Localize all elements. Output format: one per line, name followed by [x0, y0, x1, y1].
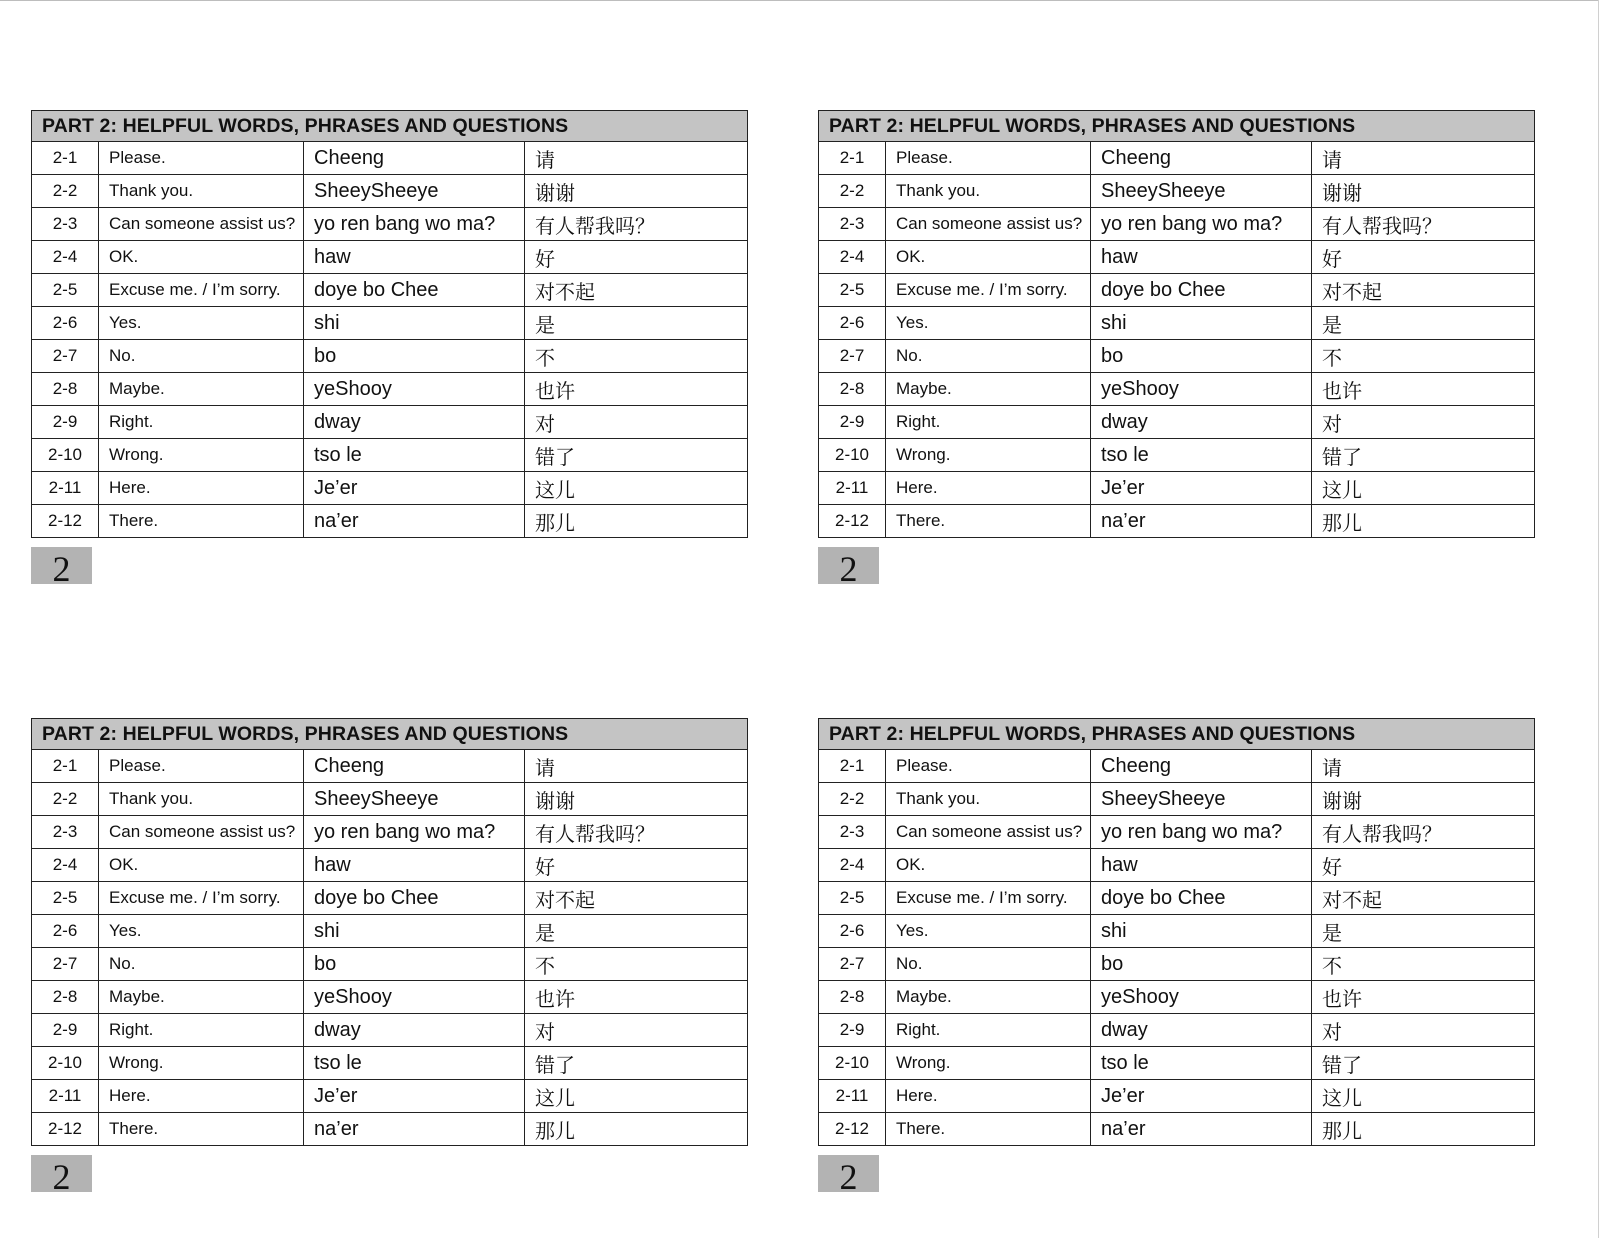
english-phrase: Excuse me. / I’m sorry.	[99, 882, 304, 915]
english-phrase: Excuse me. / I’m sorry.	[886, 882, 1091, 915]
chinese-characters: 请	[1312, 142, 1535, 175]
chinese-characters: 对	[525, 1014, 748, 1047]
pronunciation: shi	[304, 915, 525, 948]
english-phrase: Can someone assist us?	[99, 208, 304, 241]
pronunciation: bo	[1091, 340, 1312, 373]
english-phrase: There.	[886, 505, 1091, 538]
table-row	[819, 1047, 1535, 1080]
phrase-number: 2-1	[819, 750, 886, 783]
phrase-number: 2-10	[32, 439, 99, 472]
table-title: PART 2: HELPFUL WORDS, PHRASES AND QUESTIONS	[819, 111, 1535, 142]
chinese-characters: 对不起	[1312, 882, 1535, 915]
phrase-number: 2-6	[819, 307, 886, 340]
chinese-characters: 错了	[1312, 1047, 1535, 1080]
pronunciation: SheeySheeye	[304, 783, 525, 816]
phrase-number: 2-1	[32, 750, 99, 783]
chinese-characters: 是	[525, 307, 748, 340]
table-title: PART 2: HELPFUL WORDS, PHRASES AND QUESTIONS	[32, 111, 748, 142]
pronunciation: doye bo Chee	[304, 882, 525, 915]
english-phrase: No.	[99, 340, 304, 373]
phrase-number: 2-12	[32, 505, 99, 538]
page-number-tab: 2	[818, 1155, 879, 1192]
chinese-characters: 那儿	[525, 1113, 748, 1146]
phrase-number: 2-3	[819, 208, 886, 241]
english-phrase: Please.	[99, 750, 304, 783]
chinese-characters: 是	[1312, 915, 1535, 948]
chinese-characters: 这儿	[525, 1080, 748, 1113]
pronunciation: Cheeng	[304, 750, 525, 783]
english-phrase: Here.	[99, 472, 304, 505]
phrase-number: 2-12	[819, 1113, 886, 1146]
table-header-row	[32, 719, 748, 750]
table-row	[819, 175, 1535, 208]
chinese-characters: 也许	[525, 373, 748, 406]
chinese-characters: 对不起	[1312, 274, 1535, 307]
phrase-number: 2-5	[819, 274, 886, 307]
english-phrase: Right.	[99, 406, 304, 439]
phrase-card	[818, 718, 1535, 1197]
table-row	[819, 439, 1535, 472]
pronunciation: yeShooy	[304, 373, 525, 406]
pronunciation: na’er	[304, 1113, 525, 1146]
phrase-number: 2-2	[819, 783, 886, 816]
phrase-number: 2-11	[32, 1080, 99, 1113]
chinese-characters: 也许	[1312, 981, 1535, 1014]
pronunciation: bo	[304, 948, 525, 981]
pronunciation: haw	[1091, 241, 1312, 274]
english-phrase: There.	[99, 1113, 304, 1146]
english-phrase: There.	[99, 505, 304, 538]
table-row	[32, 816, 748, 849]
pronunciation: tso le	[304, 439, 525, 472]
chinese-characters: 有人帮我吗？	[1312, 816, 1535, 849]
pronunciation: doye bo Chee	[304, 274, 525, 307]
english-phrase: Please.	[886, 142, 1091, 175]
phrase-number: 2-2	[819, 175, 886, 208]
pronunciation: SheeySheeye	[1091, 783, 1312, 816]
english-phrase: Thank you.	[99, 175, 304, 208]
chinese-characters: 那儿	[525, 505, 748, 538]
chinese-characters: 有人帮我吗？	[525, 816, 748, 849]
page-number-tab: 2	[31, 1155, 92, 1192]
page-top-rule	[0, 0, 1599, 1]
pronunciation: tso le	[304, 1047, 525, 1080]
page-number-tab: 2	[31, 547, 92, 584]
english-phrase: Here.	[99, 1080, 304, 1113]
english-phrase: Thank you.	[99, 783, 304, 816]
english-phrase: Maybe.	[886, 373, 1091, 406]
table-row	[819, 241, 1535, 274]
phrase-number: 2-3	[32, 816, 99, 849]
table-row	[819, 472, 1535, 505]
table-row	[32, 783, 748, 816]
english-phrase: Please.	[886, 750, 1091, 783]
phrase-number: 2-8	[32, 981, 99, 1014]
english-phrase: Yes.	[99, 915, 304, 948]
chinese-characters: 请	[1312, 750, 1535, 783]
pronunciation: shi	[1091, 307, 1312, 340]
chinese-characters: 对	[525, 406, 748, 439]
english-phrase: Thank you.	[886, 175, 1091, 208]
pronunciation: haw	[304, 241, 525, 274]
table-row	[819, 750, 1535, 783]
table-title: PART 2: HELPFUL WORDS, PHRASES AND QUESTIONS	[32, 719, 748, 750]
pronunciation: na’er	[304, 505, 525, 538]
table-row	[32, 340, 748, 373]
phrase-table	[818, 718, 1535, 1146]
chinese-characters: 这儿	[1312, 1080, 1535, 1113]
pronunciation: yo ren bang wo ma?	[304, 208, 525, 241]
pronunciation: shi	[1091, 915, 1312, 948]
chinese-characters: 不	[525, 340, 748, 373]
chinese-characters: 也许	[525, 981, 748, 1014]
table-row	[819, 882, 1535, 915]
chinese-characters: 是	[1312, 307, 1535, 340]
pronunciation: tso le	[1091, 439, 1312, 472]
table-header-row	[819, 719, 1535, 750]
phrase-number: 2-3	[32, 208, 99, 241]
english-phrase: Can someone assist us?	[99, 816, 304, 849]
phrase-card	[818, 110, 1535, 589]
phrase-number: 2-4	[32, 849, 99, 882]
english-phrase: No.	[886, 948, 1091, 981]
phrase-table	[31, 110, 748, 538]
pronunciation: na’er	[1091, 1113, 1312, 1146]
pronunciation: Je’er	[1091, 1080, 1312, 1113]
pronunciation: haw	[1091, 849, 1312, 882]
chinese-characters: 谢谢	[525, 783, 748, 816]
phrase-number: 2-12	[819, 505, 886, 538]
table-row	[819, 406, 1535, 439]
phrase-number: 2-7	[819, 948, 886, 981]
table-row	[32, 981, 748, 1014]
english-phrase: OK.	[886, 849, 1091, 882]
english-phrase: Thank you.	[886, 783, 1091, 816]
chinese-characters: 有人帮我吗？	[525, 208, 748, 241]
table-row	[32, 307, 748, 340]
table-row	[32, 373, 748, 406]
english-phrase: Right.	[886, 406, 1091, 439]
english-phrase: Yes.	[886, 915, 1091, 948]
table-row	[819, 142, 1535, 175]
pronunciation: doye bo Chee	[1091, 882, 1312, 915]
english-phrase: Wrong.	[886, 1047, 1091, 1080]
table-row	[819, 307, 1535, 340]
table-row	[819, 505, 1535, 538]
table-row	[819, 1113, 1535, 1146]
phrase-number: 2-8	[819, 981, 886, 1014]
phrase-card	[31, 110, 748, 589]
table-row	[32, 241, 748, 274]
english-phrase: OK.	[886, 241, 1091, 274]
chinese-characters: 好	[1312, 241, 1535, 274]
pronunciation: SheeySheeye	[304, 175, 525, 208]
table-row	[819, 1080, 1535, 1113]
phrase-number: 2-11	[819, 1080, 886, 1113]
chinese-characters: 错了	[525, 439, 748, 472]
pronunciation: Je’er	[304, 1080, 525, 1113]
phrase-number: 2-6	[32, 915, 99, 948]
table-row	[32, 882, 748, 915]
english-phrase: Here.	[886, 472, 1091, 505]
pronunciation: yo ren bang wo ma?	[1091, 816, 1312, 849]
table-row	[819, 274, 1535, 307]
table-row	[819, 981, 1535, 1014]
phrase-number: 2-9	[32, 1014, 99, 1047]
phrase-number: 2-8	[819, 373, 886, 406]
phrase-number: 2-7	[32, 340, 99, 373]
pronunciation: yo ren bang wo ma?	[1091, 208, 1312, 241]
table-row	[32, 750, 748, 783]
english-phrase: Can someone assist us?	[886, 208, 1091, 241]
english-phrase: Wrong.	[99, 439, 304, 472]
phrase-number: 2-2	[32, 175, 99, 208]
chinese-characters: 对不起	[525, 274, 748, 307]
phrase-number: 2-10	[819, 439, 886, 472]
table-row	[819, 948, 1535, 981]
pronunciation: yo ren bang wo ma?	[304, 816, 525, 849]
table-row	[32, 505, 748, 538]
chinese-characters: 那儿	[1312, 505, 1535, 538]
pronunciation: bo	[304, 340, 525, 373]
pronunciation: Cheeng	[1091, 750, 1312, 783]
phrase-number: 2-4	[819, 849, 886, 882]
english-phrase: Right.	[886, 1014, 1091, 1047]
pronunciation: yeShooy	[1091, 373, 1312, 406]
phrase-number: 2-7	[819, 340, 886, 373]
phrase-number: 2-1	[819, 142, 886, 175]
pronunciation: tso le	[1091, 1047, 1312, 1080]
table-row	[819, 340, 1535, 373]
phrase-number: 2-11	[819, 472, 886, 505]
english-phrase: Wrong.	[886, 439, 1091, 472]
table-row	[32, 1047, 748, 1080]
english-phrase: Can someone assist us?	[886, 816, 1091, 849]
table-row	[32, 175, 748, 208]
pronunciation: dway	[304, 1014, 525, 1047]
english-phrase: Excuse me. / I’m sorry.	[886, 274, 1091, 307]
phrase-number: 2-7	[32, 948, 99, 981]
phrase-number: 2-10	[819, 1047, 886, 1080]
pronunciation: dway	[304, 406, 525, 439]
phrase-number: 2-9	[819, 406, 886, 439]
chinese-characters: 这儿	[525, 472, 748, 505]
phrase-table	[818, 110, 1535, 538]
phrase-number: 2-2	[32, 783, 99, 816]
pronunciation: dway	[1091, 1014, 1312, 1047]
chinese-characters: 是	[525, 915, 748, 948]
table-row	[819, 816, 1535, 849]
pronunciation: bo	[1091, 948, 1312, 981]
english-phrase: Maybe.	[99, 981, 304, 1014]
pronunciation: Cheeng	[1091, 142, 1312, 175]
page-number-tab: 2	[818, 547, 879, 584]
pronunciation: Je’er	[304, 472, 525, 505]
pronunciation: Cheeng	[304, 142, 525, 175]
table-row	[32, 274, 748, 307]
table-row	[32, 915, 748, 948]
table-row	[32, 849, 748, 882]
phrase-number: 2-4	[819, 241, 886, 274]
chinese-characters: 请	[525, 750, 748, 783]
phrase-number: 2-5	[819, 882, 886, 915]
chinese-characters: 那儿	[1312, 1113, 1535, 1146]
pronunciation: dway	[1091, 406, 1312, 439]
english-phrase: OK.	[99, 849, 304, 882]
table-row	[32, 439, 748, 472]
chinese-characters: 谢谢	[525, 175, 748, 208]
phrase-number: 2-6	[32, 307, 99, 340]
english-phrase: Wrong.	[99, 1047, 304, 1080]
pronunciation: shi	[304, 307, 525, 340]
chinese-characters: 不	[1312, 340, 1535, 373]
chinese-characters: 有人帮我吗？	[1312, 208, 1535, 241]
phrase-number: 2-5	[32, 274, 99, 307]
pronunciation: haw	[304, 849, 525, 882]
phrase-number: 2-11	[32, 472, 99, 505]
english-phrase: Yes.	[886, 307, 1091, 340]
chinese-characters: 这儿	[1312, 472, 1535, 505]
chinese-characters: 好	[1312, 849, 1535, 882]
table-row	[32, 1014, 748, 1047]
phrase-card	[31, 718, 748, 1197]
chinese-characters: 好	[525, 849, 748, 882]
phrase-number: 2-1	[32, 142, 99, 175]
chinese-characters: 好	[525, 241, 748, 274]
chinese-characters: 请	[525, 142, 748, 175]
english-phrase: Excuse me. / I’m sorry.	[99, 274, 304, 307]
english-phrase: No.	[99, 948, 304, 981]
table-row	[819, 849, 1535, 882]
chinese-characters: 错了	[525, 1047, 748, 1080]
table-row	[32, 142, 748, 175]
chinese-characters: 对	[1312, 406, 1535, 439]
table-row	[819, 783, 1535, 816]
chinese-characters: 谢谢	[1312, 175, 1535, 208]
phrase-number: 2-10	[32, 1047, 99, 1080]
english-phrase: Here.	[886, 1080, 1091, 1113]
pronunciation: yeShooy	[1091, 981, 1312, 1014]
pronunciation: yeShooy	[304, 981, 525, 1014]
table-row	[32, 948, 748, 981]
table-row	[32, 1080, 748, 1113]
phrase-number: 2-8	[32, 373, 99, 406]
pronunciation: SheeySheeye	[1091, 175, 1312, 208]
english-phrase: Maybe.	[886, 981, 1091, 1014]
pronunciation: doye bo Chee	[1091, 274, 1312, 307]
english-phrase: Right.	[99, 1014, 304, 1047]
phrase-number: 2-6	[819, 915, 886, 948]
chinese-characters: 不	[1312, 948, 1535, 981]
english-phrase: No.	[886, 340, 1091, 373]
table-row	[819, 373, 1535, 406]
english-phrase: Yes.	[99, 307, 304, 340]
phrase-number: 2-9	[32, 406, 99, 439]
phrase-table	[31, 718, 748, 1146]
chinese-characters: 错了	[1312, 439, 1535, 472]
table-row	[32, 472, 748, 505]
chinese-characters: 谢谢	[1312, 783, 1535, 816]
table-row	[819, 208, 1535, 241]
phrase-number: 2-9	[819, 1014, 886, 1047]
table-row	[32, 208, 748, 241]
english-phrase: OK.	[99, 241, 304, 274]
english-phrase: Please.	[99, 142, 304, 175]
chinese-characters: 对	[1312, 1014, 1535, 1047]
table-title: PART 2: HELPFUL WORDS, PHRASES AND QUESTIONS	[819, 719, 1535, 750]
table-row	[819, 915, 1535, 948]
table-row	[819, 1014, 1535, 1047]
chinese-characters: 对不起	[525, 882, 748, 915]
pronunciation: Je’er	[1091, 472, 1312, 505]
english-phrase: There.	[886, 1113, 1091, 1146]
chinese-characters: 也许	[1312, 373, 1535, 406]
phrase-number: 2-12	[32, 1113, 99, 1146]
phrase-number: 2-5	[32, 882, 99, 915]
chinese-characters: 不	[525, 948, 748, 981]
table-header-row	[32, 111, 748, 142]
table-header-row	[819, 111, 1535, 142]
table-row	[32, 406, 748, 439]
table-row	[32, 1113, 748, 1146]
phrase-number: 2-3	[819, 816, 886, 849]
phrase-number: 2-4	[32, 241, 99, 274]
pronunciation: na’er	[1091, 505, 1312, 538]
english-phrase: Maybe.	[99, 373, 304, 406]
